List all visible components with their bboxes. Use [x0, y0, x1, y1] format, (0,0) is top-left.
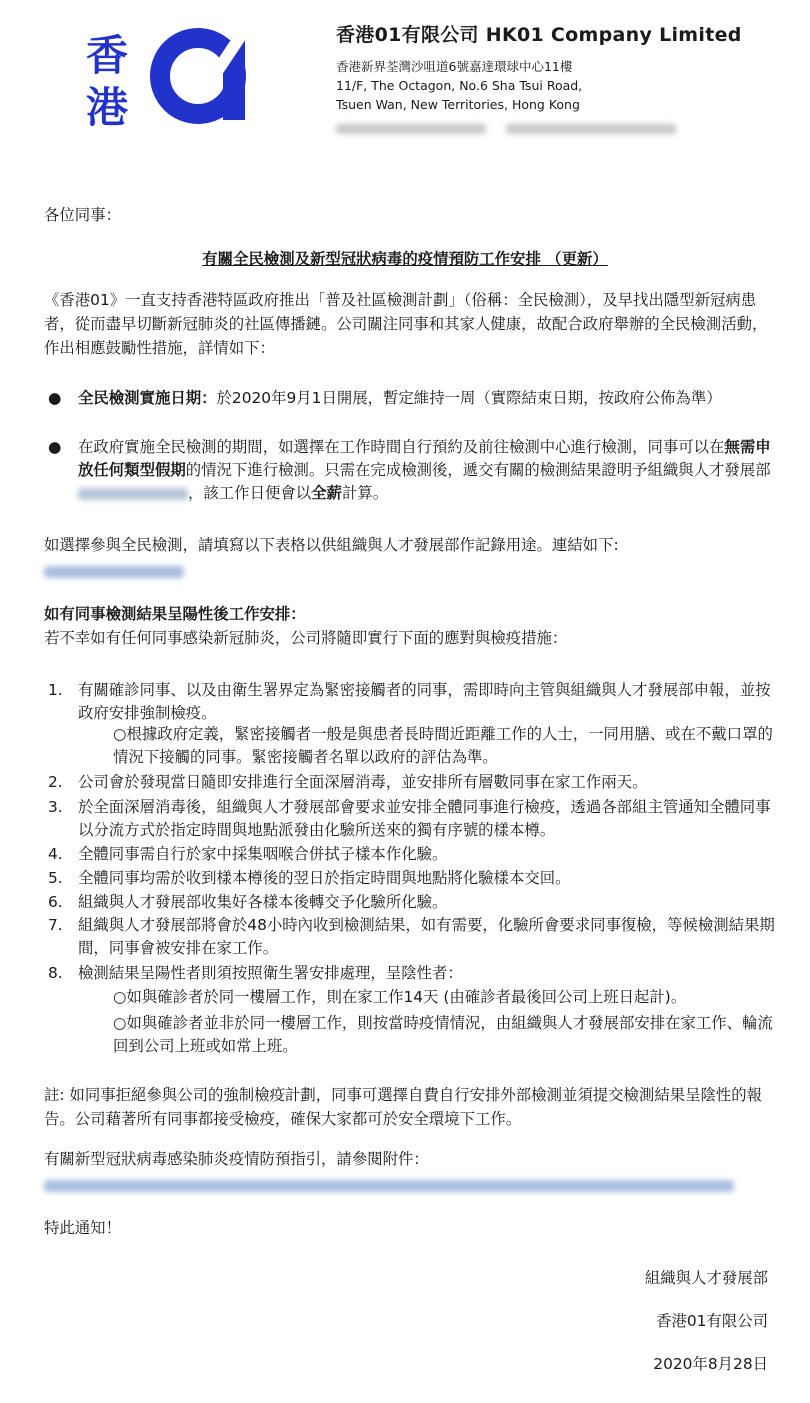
- bullet-icon: ○: [113, 1014, 127, 1032]
- sub-list-item: ○如與確診者於同一樓層工作，則在家工作14天 (由確診者最後回公司上班日起計)。: [113, 988, 687, 1006]
- bullet-test-date: ● 全民檢測實施日期：於2020年9月1日開展，暫定維持一周（實際結束日期，按政府公佈為準）: [78, 387, 776, 410]
- bullet-icon: ●: [48, 438, 62, 456]
- signature-company: 香港01有限公司: [656, 1312, 768, 1330]
- section-intro: 若不幸如有任何同事感染新冠肺炎，公司將隨即實行下面的應對與檢疫措施：: [44, 629, 568, 647]
- letter-title: 有關全民檢測及新型冠狀病毒的疫情預防工作安排 （更新）: [202, 250, 608, 268]
- list-item: 8. 檢測結果呈陽性者則須按照衛生署安排處理，呈陰性者：: [48, 964, 463, 982]
- company-address: 香港新界荃灣沙咀道6號嘉達環球中心11樓 11/F, The Octagon, No.6 Sha Tsui Road, Tsuen Wan, New Territories, Hong Kong: [336, 59, 583, 112]
- note-paragraph: 註: 如同事拒絕參與公司的強制檢疫計劃，同事可選擇自費自行安排外部檢測並須提交檢測結果呈陰性的報告。公司藉著所有同事都接受檢疫，確保大家都可於安全環境下工作。: [44, 1086, 763, 1128]
- sub-list-item: ○如與確診者並非於同一樓層工作，則按當時疫情情況，由組織與人才發展部安排在家工作、輪流回到公司上班或如常上班。: [113, 1014, 773, 1055]
- redacted-contact: [336, 124, 742, 134]
- redacted-email: [78, 488, 188, 500]
- hk01-logo: [82, 20, 297, 135]
- list-item: 1. 有關確診同事、以及由衛生署界定為緊密接觸者的同事，需即時向主管與組織與人才發展部申報，並按政府安排強制檢疫。: [48, 681, 771, 722]
- signature-date: 2020年8月28日: [653, 1355, 768, 1373]
- company-name: 香港01有限公司 HK01 Company Limited: [336, 24, 742, 46]
- list-item: 5. 全體同事均需於收到樣本樽後的翌日於指定時間與地點將化驗樣本交回。: [48, 869, 571, 887]
- guideline-reference: 有關新型冠狀病毒感染肺炎疫情防預指引，請參閱附件：: [44, 1150, 429, 1168]
- redacted-form-link[interactable]: [44, 566, 184, 578]
- intro-paragraph: 《香港01》一直支持香港特區政府推出「普及社區檢測計劃」（俗稱：全民檢測），及早找出隱型新冠病患者，從而盡早切斷新冠肺炎的社區傳播鏈。公司關注同事和其家人健康，故配合政府舉辦的全民檢測活動，作出相應鼓勵性措施，詳情如下：: [44, 291, 768, 357]
- company-info: [336, 20, 742, 134]
- signature-department: 組織與人才發展部: [644, 1269, 768, 1287]
- redacted-attachment-link[interactable]: [44, 1180, 734, 1192]
- logo-01-mark: [142, 20, 292, 130]
- list-item: 3. 於全面深層消毒後，組織與人才發展部會要求並安排全體同事進行檢疫，透過各部組主管通知全體同事以分流方式於指定時間與地點派發由化驗所送來的獨有序號的樣本樽。: [48, 798, 771, 839]
- logo-chinese-text: 香 港: [86, 31, 129, 132]
- closing-notice: 特此通知！: [44, 1219, 121, 1237]
- form-instructions: 如選擇參與全民檢測，請填寫以下表格以供組織與人才發展部作記錄用途。連結如下:: [44, 536, 619, 554]
- list-item: 4. 全體同事需自行於家中採集咽喉合併拭子樣本作化驗。: [48, 845, 448, 863]
- section-heading: 如有同事檢測結果呈陽性後工作安排：: [44, 605, 306, 623]
- bullet-test-leave: ● 在政府實施全民檢測的期間，如選擇在工作時間自行預約及前往檢測中心進行檢測，同事可以在無需申放任何類型假期的情況下進行檢測。只需在完成檢測後，遞交有關的檢測結果證明予組織與人才發展部 ，該工作日便會以全薪計算。: [48, 438, 771, 502]
- sub-list-item: ○根據政府定義，緊密接觸者一般是與患者長時間近距離工作的人士，一同用膳、或在不戴口罩的情況下接觸的同事。緊密接觸者名單以政府的評估為準。: [113, 725, 773, 766]
- bullet-icon: ○: [113, 988, 127, 1006]
- bullet-icon: ●: [48, 389, 62, 407]
- list-item: 6. 組織與人才發展部收集好各樣本後轉交予化驗所化驗。: [48, 893, 448, 911]
- list-item: 2. 公司會於發現當日隨即安排進行全面深層消毒，並安排所有層數同事在家工作兩天。: [48, 773, 648, 791]
- bullet-icon: ○: [113, 725, 127, 743]
- list-item: 7. 組織與人才發展部將會於48小時內收到檢測結果，如有需要，化驗所會要求同事復檢，等候檢測結果期間，同事會被安排在家工作。: [48, 916, 775, 957]
- greeting: 各位同事：: [44, 206, 121, 224]
